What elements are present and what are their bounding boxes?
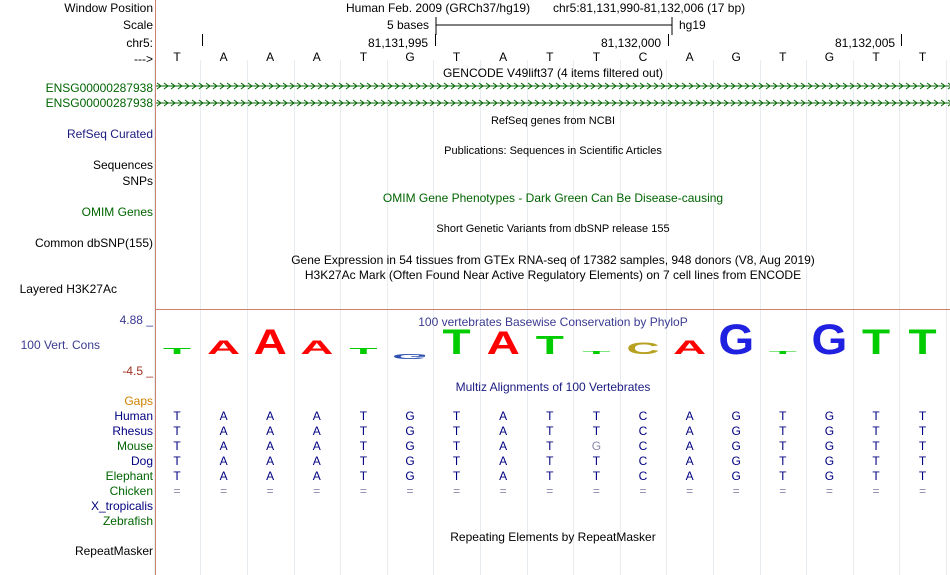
- omim-track-title[interactable]: OMIM Gene Phenotypes - Dark Green Can Be Disease-causing: [382, 191, 724, 205]
- alignment-base-human: C: [638, 409, 648, 423]
- publications-track-title[interactable]: Publications: Sequences in Scientific Articles: [444, 145, 662, 157]
- coordinate-label-2: 81,132,000: [601, 36, 662, 50]
- alignment-base-chicken: =: [872, 484, 880, 498]
- alignment-base-rhesus: T: [173, 424, 181, 438]
- alignment-base-human: G: [824, 409, 835, 423]
- alignment-base-dog: G: [824, 454, 835, 468]
- scale-label[interactable]: Scale: [122, 18, 153, 32]
- phylop-track-title[interactable]: 100 vertebrates Basewise Conservation by PhyloP: [418, 315, 688, 329]
- conservation-letter: C: [626, 339, 660, 358]
- gtex-track-title[interactable]: Gene Expression in 54 tissues from GTEx RNA-seq of 17382 samples, 948 donors (V8, Aug 2019): [291, 253, 815, 267]
- grid-line: [154, 60, 155, 575]
- alignment-base-elephant: T: [779, 469, 787, 483]
- alignment-base-rhesus: T: [872, 424, 880, 438]
- alignment-base-chicken: =: [825, 484, 833, 498]
- position-tick-3: [668, 34, 669, 46]
- species-rhesus-label[interactable]: Rhesus: [112, 424, 153, 438]
- reference-base: G: [731, 50, 741, 64]
- alignment-base-mouse: T: [359, 439, 368, 453]
- snps-label[interactable]: SNPs: [122, 174, 153, 188]
- conservation-letter: T: [861, 322, 891, 362]
- reference-base: T: [779, 50, 787, 64]
- conservation-min-label: -4.5 _: [122, 364, 153, 378]
- alignment-base-rhesus: T: [592, 424, 601, 438]
- conservation-letter: T: [162, 346, 192, 357]
- alignment-base-mouse: C: [638, 439, 648, 453]
- reference-base: T: [546, 50, 554, 64]
- alignment-base-dog: A: [685, 454, 694, 468]
- position-tick-2: [435, 34, 436, 46]
- alignment-base-mouse: T: [173, 439, 181, 453]
- alignment-base-dog: T: [592, 454, 601, 468]
- alignment-base-chicken: =: [592, 484, 600, 498]
- scale-db-text: hg19: [679, 18, 706, 32]
- alignment-base-mouse: T: [779, 439, 787, 453]
- alignment-base-rhesus: C: [638, 424, 648, 438]
- alignment-base-mouse: A: [266, 439, 275, 453]
- dbsnp-label[interactable]: Common dbSNP(155): [34, 236, 153, 250]
- alignment-base-human: A: [499, 409, 508, 423]
- alignment-base-chicken: =: [359, 484, 367, 498]
- alignment-base-rhesus: T: [546, 424, 554, 438]
- alignment-base-dog: T: [359, 454, 368, 468]
- alignment-base-elephant: T: [359, 469, 368, 483]
- coordinate-label-3: 81,132,005: [835, 36, 896, 50]
- reference-base: A: [685, 50, 694, 64]
- alignment-base-elephant: A: [499, 469, 508, 483]
- conservation-letter: G: [718, 318, 755, 364]
- alignment-base-human: A: [312, 409, 321, 423]
- alignment-base-rhesus: G: [405, 424, 415, 438]
- alignment-base-rhesus: A: [312, 424, 321, 438]
- alignment-base-elephant: T: [918, 469, 927, 483]
- alignment-base-mouse: A: [499, 439, 508, 453]
- conservation-letter: A: [672, 336, 707, 359]
- species-chicken-label[interactable]: Chicken: [109, 484, 153, 498]
- conservation-letter: A: [206, 336, 241, 359]
- refseq-curated-label[interactable]: RefSeq Curated: [66, 127, 153, 141]
- alignment-base-elephant: A: [219, 469, 228, 483]
- sequences-label[interactable]: Sequences: [92, 158, 153, 172]
- scale-bar: [434, 16, 674, 36]
- conservation-letter: T: [908, 322, 937, 362]
- alignment-base-human: T: [592, 409, 601, 423]
- alignment-base-dog: C: [638, 454, 648, 468]
- window-position-text: chr5:81,131,990-81,132,006 (17 bp): [553, 1, 746, 15]
- alignment-base-mouse: T: [872, 439, 880, 453]
- alignment-base-chicken: =: [546, 484, 554, 498]
- alignment-base-chicken: =: [732, 484, 740, 498]
- window-position-label[interactable]: Window Position: [64, 1, 153, 15]
- alignment-base-chicken: =: [266, 484, 274, 498]
- species-xtropicalis-label[interactable]: X_tropicalis: [90, 499, 153, 513]
- alignment-base-elephant: T: [452, 469, 461, 483]
- alignment-base-rhesus: A: [266, 424, 275, 438]
- alignment-base-human: T: [918, 409, 927, 423]
- assembly-title: Human Feb. 2009 (GRCh37/hg19): [346, 1, 531, 15]
- reference-base: T: [173, 50, 181, 64]
- species-mouse-label[interactable]: Mouse: [116, 439, 153, 453]
- multiz-track-title[interactable]: Multiz Alignments of 100 Vertebrates: [455, 380, 651, 394]
- alignment-base-dog: T: [546, 454, 554, 468]
- reference-base: A: [499, 50, 508, 64]
- scale-text: 5 bases: [387, 18, 430, 32]
- reference-base: T: [592, 50, 601, 64]
- alignment-base-human: T: [872, 409, 880, 423]
- conservation-letter: A: [486, 325, 520, 362]
- alignment-base-chicken: =: [453, 484, 461, 498]
- alignment-base-mouse: G: [405, 439, 415, 453]
- reference-base: A: [219, 50, 228, 64]
- alignment-base-human: A: [685, 409, 694, 423]
- reference-base: T: [452, 50, 461, 64]
- reference-base: T: [918, 50, 927, 64]
- alignment-base-elephant: T: [592, 469, 601, 483]
- repeatmasker-label[interactable]: RepeatMasker: [74, 544, 153, 558]
- alignment-base-elephant: A: [685, 469, 694, 483]
- alignment-base-mouse: G: [591, 439, 602, 453]
- position-tick-4: [901, 34, 902, 46]
- alignment-base-chicken: =: [220, 484, 228, 498]
- chromosome-label[interactable]: chr5:: [126, 36, 153, 50]
- track-display-area[interactable]: [156, 0, 950, 575]
- conservation-letter: G: [811, 318, 848, 364]
- alignment-base-human: A: [266, 409, 275, 423]
- alignment-base-rhesus: G: [731, 424, 741, 438]
- conservation-letter: T: [442, 322, 471, 362]
- gaps-label[interactable]: Gaps: [124, 394, 153, 408]
- alignment-base-mouse: T: [452, 439, 461, 453]
- alignment-base-elephant: T: [546, 469, 554, 483]
- species-human-label[interactable]: Human: [114, 409, 153, 423]
- conservation-letter: A: [253, 322, 287, 362]
- alignment-base-elephant: G: [824, 469, 835, 483]
- conservation-max-label: 4.88 _: [119, 313, 153, 327]
- reference-base: A: [312, 50, 321, 64]
- conservation-letter: A: [300, 336, 334, 359]
- gencode-gene-feature-2[interactable]: [156, 99, 950, 107]
- conservation-letter: T: [535, 330, 564, 360]
- conservation-track-label[interactable]: 100 Vert. Cons: [20, 338, 100, 352]
- conservation-letter: T: [582, 349, 611, 356]
- reference-base: G: [405, 50, 415, 64]
- phylop-conservation-logo[interactable]: [156, 318, 950, 370]
- alignment-base-dog: G: [405, 454, 415, 468]
- alignment-base-human: T: [779, 409, 787, 423]
- alignment-base-rhesus: A: [499, 424, 508, 438]
- track-separator: [156, 309, 950, 310]
- omim-genes-label[interactable]: OMIM Genes: [81, 205, 153, 219]
- h3k27ac-label[interactable]: Layered H3K27Ac: [19, 282, 117, 296]
- alignment-base-dog: A: [499, 454, 508, 468]
- coordinate-label-1: 81,131,995: [368, 36, 429, 50]
- alignment-base-chicken: =: [499, 484, 507, 498]
- alignment-base-chicken: =: [313, 484, 321, 498]
- dbsnp-track-title[interactable]: Short Genetic Variants from dbSNP release 155: [436, 223, 670, 235]
- strand-arrow-label[interactable]: --->: [134, 52, 153, 66]
- alignment-base-rhesus: T: [359, 424, 368, 438]
- alignment-base-elephant: T: [173, 469, 181, 483]
- alignment-base-human: T: [546, 409, 554, 423]
- refseq-track-title[interactable]: RefSeq genes from NCBI: [490, 115, 616, 127]
- alignment-base-dog: T: [452, 454, 461, 468]
- reference-base: T: [872, 50, 880, 64]
- alignment-base-dog: T: [779, 454, 787, 468]
- gencode-gene-feature-1[interactable]: [156, 82, 950, 90]
- alignment-base-dog: A: [219, 454, 228, 468]
- position-tick-1: [202, 34, 203, 46]
- alignment-base-chicken: =: [406, 484, 414, 498]
- alignment-base-dog: A: [266, 454, 275, 468]
- gencode-gene-label-1[interactable]: ENSG00000287938: [45, 81, 153, 95]
- repeatmasker-track-title[interactable]: Repeating Elements by RepeatMasker: [450, 530, 656, 544]
- alignment-base-elephant: A: [266, 469, 275, 483]
- alignment-base-chicken: =: [919, 484, 927, 498]
- alignment-base-chicken: =: [173, 484, 181, 498]
- alignment-base-rhesus: T: [452, 424, 461, 438]
- alignment-base-mouse: A: [219, 439, 228, 453]
- alignment-base-elephant: C: [638, 469, 648, 483]
- alignment-base-rhesus: A: [219, 424, 228, 438]
- alignment-base-elephant: A: [312, 469, 321, 483]
- alignment-base-human: G: [405, 409, 415, 423]
- alignment-base-human: T: [359, 409, 368, 423]
- alignment-base-mouse: G: [824, 439, 835, 453]
- reference-base: G: [824, 50, 835, 64]
- alignment-base-elephant: G: [405, 469, 415, 483]
- alignment-base-dog: T: [872, 454, 880, 468]
- alignment-base-mouse: A: [685, 439, 694, 453]
- alignment-base-dog: T: [173, 454, 181, 468]
- gencode-gene-label-2[interactable]: ENSG00000287938: [45, 96, 153, 110]
- alignment-base-chicken: =: [639, 484, 647, 498]
- gencode-track-title[interactable]: GENCODE V49lift37 (4 items filtered out): [442, 66, 664, 80]
- track-labels-panel: [0, 0, 155, 575]
- alignment-base-rhesus: G: [824, 424, 835, 438]
- alignment-base-dog: G: [731, 454, 741, 468]
- alignment-base-rhesus: T: [918, 424, 927, 438]
- alignment-base-human: T: [173, 409, 181, 423]
- alignment-base-human: A: [219, 409, 228, 423]
- reference-base: A: [266, 50, 275, 64]
- reference-base: C: [638, 50, 648, 64]
- alignment-base-rhesus: A: [685, 424, 694, 438]
- alignment-base-mouse: A: [312, 439, 321, 453]
- alignment-base-mouse: G: [731, 439, 741, 453]
- species-elephant-label[interactable]: Elephant: [105, 469, 153, 483]
- alignment-base-human: G: [731, 409, 741, 423]
- conservation-letter: G: [392, 352, 428, 361]
- alignment-base-dog: T: [918, 454, 927, 468]
- species-zebrafish-label[interactable]: Zebrafish: [102, 514, 153, 528]
- alignment-base-mouse: T: [918, 439, 927, 453]
- alignment-base-human: T: [452, 409, 461, 423]
- conservation-letter: T: [349, 346, 378, 357]
- alignment-base-chicken: =: [686, 484, 694, 498]
- alignment-base-elephant: G: [731, 469, 741, 483]
- conservation-letter: T: [768, 349, 797, 356]
- alignment-base-dog: A: [312, 454, 321, 468]
- alignment-base-rhesus: T: [779, 424, 787, 438]
- alignment-base-elephant: T: [872, 469, 880, 483]
- h3k27ac-track-title[interactable]: H3K27Ac Mark (Often Found Near Active Regulatory Elements) on 7 cell lines from ENCODE: [304, 268, 802, 282]
- species-dog-label[interactable]: Dog: [130, 454, 153, 468]
- alignment-base-chicken: =: [779, 484, 787, 498]
- reference-base: T: [359, 50, 368, 64]
- alignment-base-mouse: T: [546, 439, 554, 453]
